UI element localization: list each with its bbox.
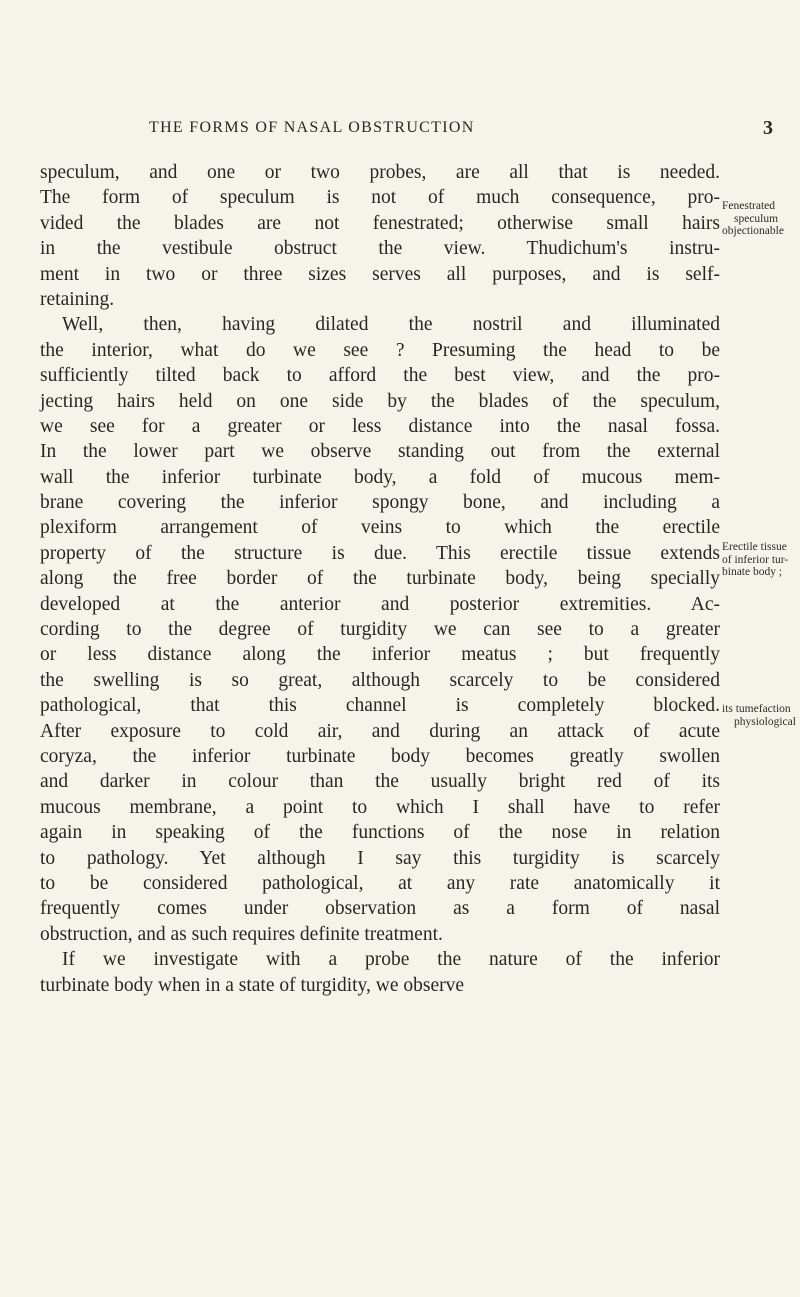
running-title: THE FORMS OF NASAL OBSTRUCTION	[149, 119, 475, 136]
text-line: coryza, the inferior turbinate body becomes greatly swollen	[40, 745, 720, 767]
text-line: obstruction, and as such requires definite treatment.	[40, 923, 443, 945]
sidenote-line: physiological	[734, 715, 796, 728]
text-line: cording to the degree of turgidity we can see to a greater	[40, 619, 720, 641]
text-line: developed at the anterior and posterior extremities. Ac-	[40, 593, 720, 615]
sidenote-line: Fenestrated	[722, 200, 776, 212]
text-line: turbinate body when in a state of turgidity, we observe	[40, 974, 465, 996]
text-line: After exposure to cold air, and during an attack of acute	[40, 720, 720, 742]
text-line: frequently comes under observation as a form of nasal	[40, 898, 720, 920]
sidenote-line: speculum	[734, 212, 779, 225]
sidenote-line: of inferior tur-	[722, 553, 789, 566]
text-line: The form of speculum is not of much consequence, pro-	[40, 187, 720, 209]
sidenote-line: binate body ;	[722, 566, 783, 578]
sidenote-line: its tumefaction	[722, 703, 791, 715]
text-line: ment in two or three sizes serves all purposes, and is self-	[40, 263, 720, 285]
text-line: or less distance along the inferior meatus ; but frequently	[40, 644, 720, 666]
text-line: the interior, what do we see ? Presuming the head to be	[40, 339, 720, 361]
text-line: wall the inferior turbinate body, a fold of mucous mem-	[40, 466, 720, 488]
text-line: to pathology. Yet although I say this turgidity is scarcely	[40, 847, 720, 869]
sidenote-tumefaction	[722, 703, 800, 728]
text-line: brane covering the inferior spongy bone, and including a	[40, 492, 720, 514]
text-line: In the lower part we observe standing out from the external	[40, 441, 720, 463]
text-line: Well, then, having dilated the nostril and illuminated	[62, 314, 720, 336]
text-line: mucous membrane, a point to which I shall have to refer	[40, 796, 720, 818]
text-line: pathological, that this channel is completely blocked.	[40, 695, 720, 717]
text-line: to be considered pathological, at any rate anatomically it	[40, 872, 720, 894]
text-line: in the vestibule obstruct the view. Thudichum's instru-	[40, 238, 720, 260]
sidenote-fenestrated-speculum	[722, 200, 800, 238]
text-line: jecting hairs held on one side by the blades of the speculum,	[40, 390, 720, 412]
text-line: again in speaking of the functions of the nose in relation	[40, 822, 720, 844]
page-number: 3	[763, 117, 773, 139]
text-line: retaining.	[40, 288, 115, 310]
sidenote-line: objectionable	[722, 225, 784, 237]
text-line: the swelling is so great, although scarcely to be considered	[40, 669, 720, 691]
running-head	[0, 119, 800, 141]
text-line: sufficiently tilted back to afford the best view, and the pro-	[40, 365, 720, 387]
text-line: we see for a greater or less distance into the nasal fossa.	[40, 415, 720, 437]
text-line: plexiform arrangement of veins to which the erectile	[40, 517, 720, 539]
text-line: speculum, and one or two probes, are all that is needed.	[40, 162, 720, 183]
text-line: property of the structure is due. This erectile tissue extends	[40, 542, 720, 564]
text-line: vided the blades are not fenestrated; otherwise small hairs	[40, 212, 720, 234]
sidenote-erectile-tissue	[722, 541, 800, 579]
text-line: If we investigate with a probe the nature of the inferior	[62, 949, 720, 971]
body-text	[40, 160, 720, 998]
sidenote-line: Erectile tissue	[722, 541, 787, 553]
text-line: along the free border of the turbinate body, being specially	[40, 568, 720, 590]
text-line: and darker in colour than the usually bright red of its	[40, 771, 720, 793]
